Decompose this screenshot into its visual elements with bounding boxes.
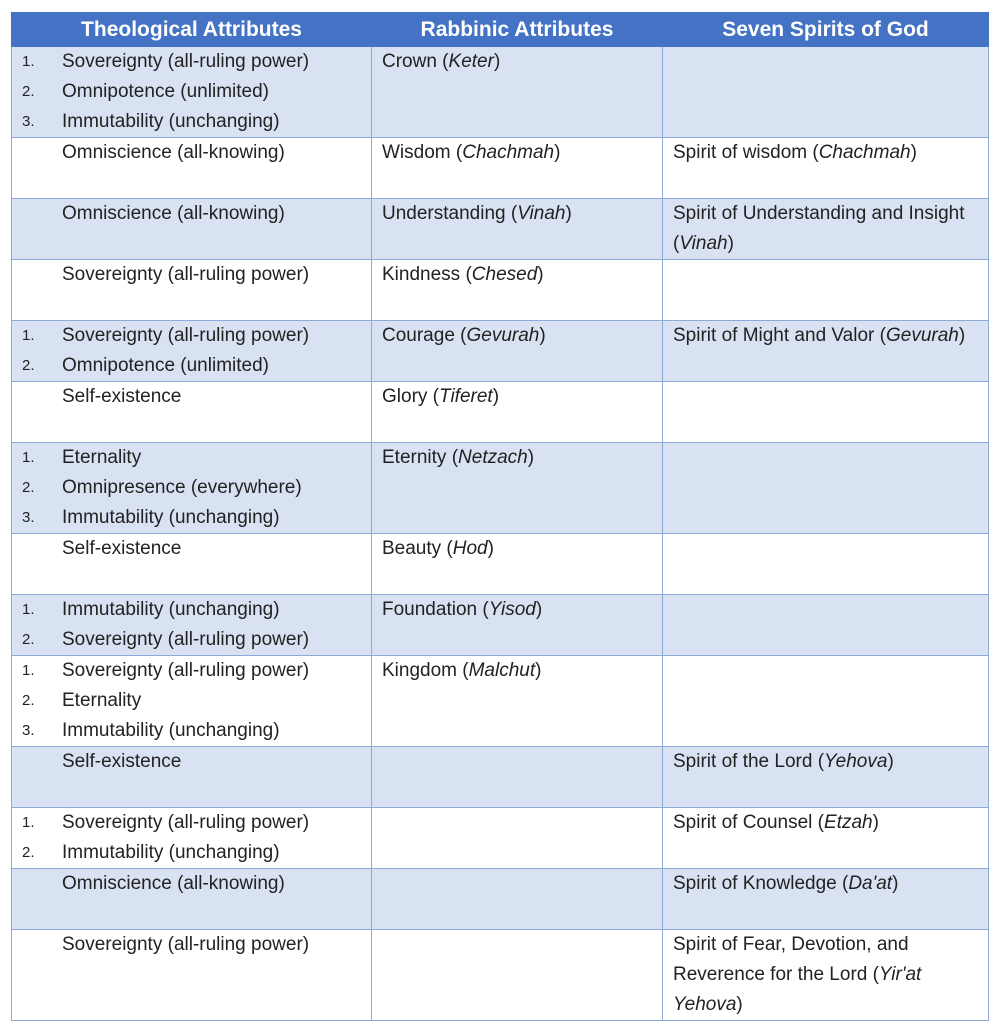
rabbinic-cell xyxy=(372,138,663,199)
theological-list xyxy=(22,656,365,746)
spirit-hebrew-term: Yir'at Yehova xyxy=(673,964,922,1015)
list-number: 2. xyxy=(22,631,35,648)
list-number: 3. xyxy=(22,722,35,739)
table-row xyxy=(12,260,989,321)
theological-cell xyxy=(12,199,372,260)
spirit-hebrew-term: Vinah xyxy=(679,233,728,254)
list-item xyxy=(22,838,365,868)
theological-list xyxy=(22,443,365,533)
rabbinic-label: Beauty ( xyxy=(382,538,453,559)
rabbinic-cell xyxy=(372,199,663,260)
theological-cell xyxy=(12,595,372,656)
theological-attribute: Sovereignty (all-ruling power) xyxy=(62,51,310,72)
spirit-label: Spirit of Understanding and Insight ( xyxy=(673,203,965,254)
spirit-hebrew-term: Da'at xyxy=(848,873,893,894)
theological-attribute: Sovereignty (all-ruling power) xyxy=(62,812,310,833)
rabbinic-text xyxy=(382,47,656,77)
rabbinic-hebrew-term: Hod xyxy=(452,538,488,559)
theological-attribute: Sovereignty (all-ruling power) xyxy=(62,660,310,681)
theological-cell xyxy=(12,47,372,138)
list-item xyxy=(22,473,365,503)
table-row xyxy=(12,808,989,869)
theological-attribute: Sovereignty (all-ruling power) xyxy=(62,325,310,346)
rabbinic-label: Glory ( xyxy=(382,386,439,407)
spirit-cell xyxy=(663,199,989,260)
rabbinic-hebrew-term: Chachmah xyxy=(462,142,555,163)
rabbinic-cell xyxy=(372,382,663,443)
list-number: 3. xyxy=(22,509,35,526)
attributes-table xyxy=(11,12,989,1021)
rabbinic-text xyxy=(382,534,656,564)
spirit-cell xyxy=(663,138,989,199)
rabbinic-hebrew-term: Malchut xyxy=(468,660,536,681)
table-body xyxy=(12,47,989,1021)
table-row xyxy=(12,869,989,930)
header-row xyxy=(12,13,989,47)
table-row xyxy=(12,443,989,534)
spirit-label: Spirit of Fear, Devotion, and Reverence for the Lord ( xyxy=(673,934,909,985)
header-rabbinic: Rabbinic Attributes xyxy=(372,13,663,47)
table-row xyxy=(12,321,989,382)
theological-list xyxy=(22,47,365,137)
list-item xyxy=(22,686,365,716)
theological-attribute: Immutability (unchanging) xyxy=(62,507,280,528)
rabbinic-hebrew-term: Keter xyxy=(448,51,494,72)
list-item xyxy=(22,443,365,473)
spirit-cell xyxy=(663,321,989,382)
rabbinic-cell xyxy=(372,260,663,321)
rabbinic-label: Foundation ( xyxy=(382,599,489,620)
spirit-hebrew-term: Yehova xyxy=(824,751,888,772)
rabbinic-closing: ) xyxy=(539,325,546,346)
spirit-label: Spirit of wisdom ( xyxy=(673,142,819,163)
rabbinic-label: Wisdom ( xyxy=(382,142,463,163)
rabbinic-closing: ) xyxy=(537,264,544,285)
rabbinic-cell xyxy=(372,808,663,869)
spirit-closing: ) xyxy=(887,751,894,772)
theological-cell xyxy=(12,808,372,869)
rabbinic-hebrew-term: Yisod xyxy=(488,599,536,620)
theological-cell xyxy=(12,930,372,1021)
rabbinic-hebrew-term: Tiferet xyxy=(439,386,493,407)
rabbinic-cell xyxy=(372,47,663,138)
table-row xyxy=(12,656,989,747)
theological-attribute: Immutability (unchanging) xyxy=(62,842,280,863)
rabbinic-text xyxy=(382,382,656,412)
rabbinic-text xyxy=(382,260,656,290)
table-row xyxy=(12,747,989,808)
table-row xyxy=(12,138,989,199)
spirit-closing: ) xyxy=(872,812,879,833)
spirit-cell xyxy=(663,808,989,869)
rabbinic-cell xyxy=(372,656,663,747)
rabbinic-text xyxy=(382,595,656,625)
spirit-text xyxy=(673,747,982,777)
spirit-closing: ) xyxy=(958,325,966,346)
theological-attribute: Eternality xyxy=(62,690,142,711)
theological-attribute: Omnipresence (everywhere) xyxy=(62,477,302,498)
rabbinic-label: Understanding ( xyxy=(382,203,518,224)
rabbinic-text xyxy=(382,656,656,686)
rabbinic-label: Kindness ( xyxy=(382,264,472,285)
spirit-text xyxy=(673,321,982,351)
header-theological: Theological Attributes xyxy=(12,13,372,47)
spirit-cell xyxy=(663,930,989,1021)
rabbinic-cell xyxy=(372,595,663,656)
rabbinic-closing: ) xyxy=(493,51,501,72)
spirit-label: Spirit of Counsel ( xyxy=(673,812,825,833)
theological-attribute: Sovereignty (all-ruling power) xyxy=(62,629,310,650)
spirit-label: Spirit of the Lord ( xyxy=(673,751,825,772)
theological-attribute: Eternality xyxy=(62,447,142,468)
list-number: 2. xyxy=(22,844,35,861)
theological-cell xyxy=(12,138,372,199)
rabbinic-closing: ) xyxy=(535,660,542,681)
spirit-label: Spirit of Might and Valor ( xyxy=(673,325,886,346)
list-number: 3. xyxy=(22,113,35,130)
list-number: 1. xyxy=(22,601,35,618)
theological-cell xyxy=(12,321,372,382)
theological-list xyxy=(22,321,365,381)
theological-attribute: Immutability (unchanging) xyxy=(62,599,280,620)
table-row xyxy=(12,47,989,138)
spirit-label: Spirit of Knowledge ( xyxy=(673,873,849,894)
rabbinic-text xyxy=(382,321,656,351)
table-row xyxy=(12,199,989,260)
spirit-cell xyxy=(663,443,989,534)
spirit-text xyxy=(673,869,982,899)
spirit-cell xyxy=(663,656,989,747)
list-item xyxy=(22,351,365,381)
rabbinic-closing: ) xyxy=(554,142,561,163)
theological-attribute: Immutability (unchanging) xyxy=(62,111,280,132)
spirit-text xyxy=(673,930,982,1020)
rabbinic-text xyxy=(382,443,656,473)
rabbinic-closing: ) xyxy=(565,203,572,224)
list-item xyxy=(22,808,365,838)
theological-cell xyxy=(12,869,372,930)
header-spirits: Seven Spirits of God xyxy=(663,13,989,47)
table-row xyxy=(12,595,989,656)
theological-attribute: Omnipotence (unlimited) xyxy=(62,355,269,376)
rabbinic-cell xyxy=(372,321,663,382)
list-number: 2. xyxy=(22,83,35,100)
rabbinic-closing: ) xyxy=(492,386,500,407)
spirit-cell xyxy=(663,534,989,595)
theological-attribute: Self-existence xyxy=(62,751,182,772)
spirit-cell xyxy=(663,47,989,138)
theological-attribute: Sovereignty (all-ruling power) xyxy=(62,934,310,955)
rabbinic-hebrew-term: Netzach xyxy=(458,447,528,468)
list-number: 1. xyxy=(22,327,35,344)
table-row xyxy=(12,930,989,1021)
list-item xyxy=(22,47,365,77)
theological-attribute: Sovereignty (all-ruling power) xyxy=(62,264,310,285)
theological-attribute: Omnipotence (unlimited) xyxy=(62,81,269,102)
list-item xyxy=(22,595,365,625)
spirit-hebrew-term: Chachmah xyxy=(818,142,911,163)
theological-cell xyxy=(12,382,372,443)
spirit-closing: ) xyxy=(736,994,743,1015)
list-item xyxy=(22,107,365,137)
spirit-cell xyxy=(663,382,989,443)
list-item xyxy=(22,716,365,746)
spirit-cell xyxy=(663,747,989,808)
rabbinic-cell xyxy=(372,443,663,534)
list-number: 1. xyxy=(22,662,35,679)
theological-cell xyxy=(12,656,372,747)
list-number: 1. xyxy=(22,53,35,70)
rabbinic-cell xyxy=(372,930,663,1021)
spirit-cell xyxy=(663,595,989,656)
theological-cell xyxy=(12,443,372,534)
list-number: 1. xyxy=(22,449,35,466)
rabbinic-label: Eternity ( xyxy=(382,447,459,468)
rabbinic-cell xyxy=(372,747,663,808)
theological-attribute: Omniscience (all-knowing) xyxy=(62,203,285,224)
spirit-cell xyxy=(663,260,989,321)
spirit-text xyxy=(673,808,982,838)
theological-attribute: Omniscience (all-knowing) xyxy=(62,142,285,163)
rabbinic-hebrew-term: Vinah xyxy=(517,203,566,224)
rabbinic-label: Crown ( xyxy=(382,51,449,72)
table-row xyxy=(12,382,989,443)
spirit-closing: ) xyxy=(910,142,917,163)
list-item xyxy=(22,656,365,686)
list-number: 2. xyxy=(22,479,35,496)
spirit-closing: ) xyxy=(892,873,899,894)
rabbinic-hebrew-term: Gevurah xyxy=(466,325,540,346)
table-row xyxy=(12,534,989,595)
spirit-hebrew-term: Etzah xyxy=(824,812,873,833)
theological-attribute: Self-existence xyxy=(62,386,182,407)
list-number: 2. xyxy=(22,692,35,709)
rabbinic-label: Kingdom ( xyxy=(382,660,469,681)
theological-attribute: Omniscience (all-knowing) xyxy=(62,873,285,894)
spirit-hebrew-term: Gevurah xyxy=(885,325,959,346)
list-item xyxy=(22,625,365,655)
rabbinic-hebrew-term: Chesed xyxy=(471,264,538,285)
theological-attribute: Immutability (unchanging) xyxy=(62,720,280,741)
rabbinic-text xyxy=(382,138,656,168)
spirit-cell xyxy=(663,869,989,930)
list-item xyxy=(22,77,365,107)
rabbinic-label: Courage ( xyxy=(382,325,467,346)
theological-list xyxy=(22,595,365,655)
theological-cell xyxy=(12,747,372,808)
rabbinic-cell xyxy=(372,534,663,595)
spirit-text xyxy=(673,138,982,168)
theological-list xyxy=(22,808,365,868)
theological-cell xyxy=(12,260,372,321)
rabbinic-text xyxy=(382,199,656,229)
theological-attribute: Self-existence xyxy=(62,538,182,559)
theological-cell xyxy=(12,534,372,595)
rabbinic-closing: ) xyxy=(527,447,535,468)
list-number: 1. xyxy=(22,814,35,831)
rabbinic-closing: ) xyxy=(487,538,494,559)
list-item xyxy=(22,503,365,533)
rabbinic-cell xyxy=(372,869,663,930)
rabbinic-closing: ) xyxy=(535,599,543,620)
spirit-closing: ) xyxy=(727,233,734,254)
list-number: 2. xyxy=(22,357,35,374)
spirit-text xyxy=(673,199,982,259)
list-item xyxy=(22,321,365,351)
